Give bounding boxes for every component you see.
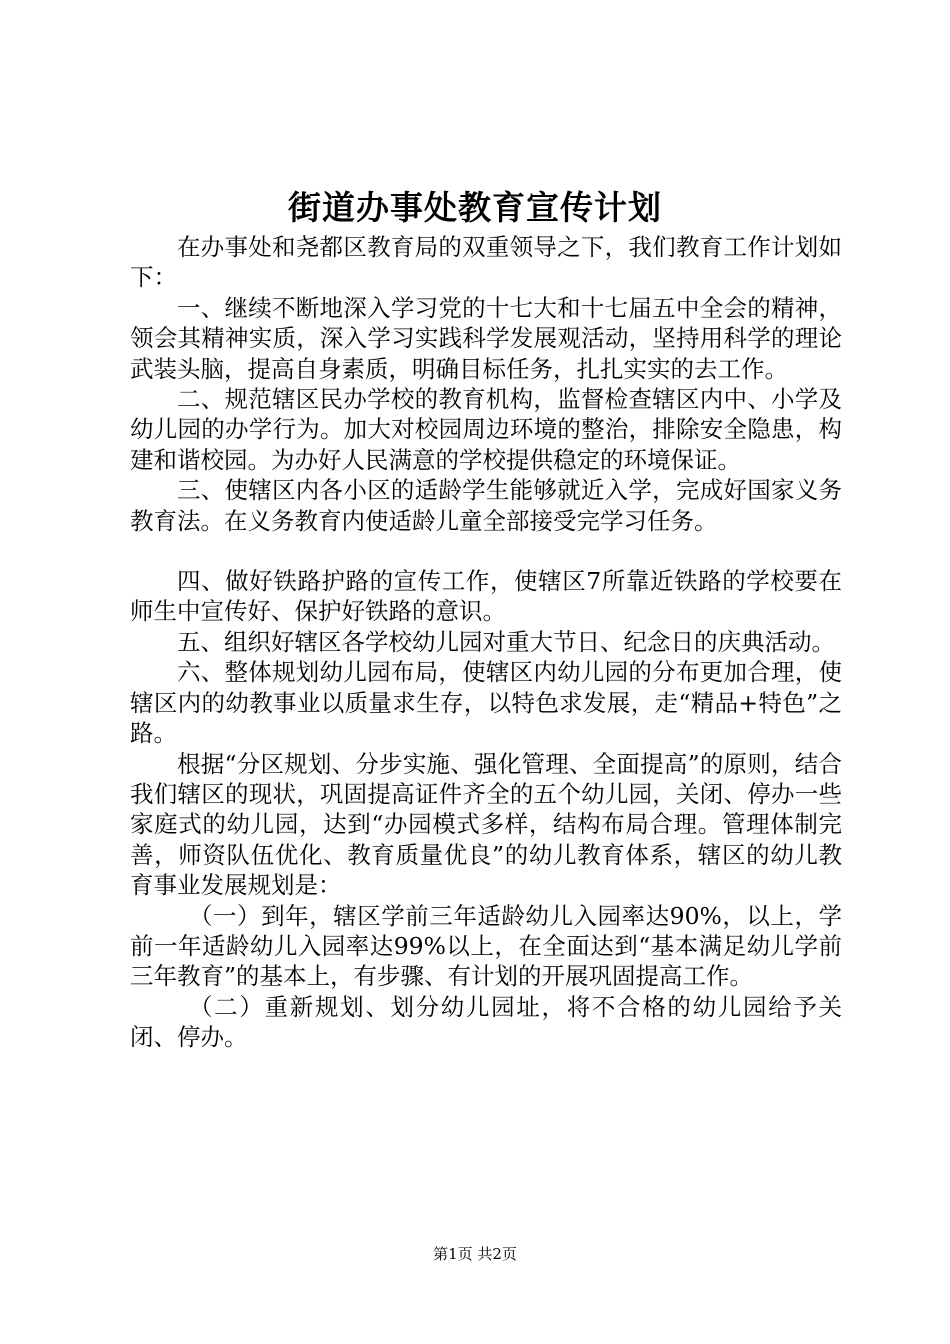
paragraph-item-1: 一、继续不断地深入学习党的十七大和十七届五中全会的精神，领会其精神实质，深入学习实践科学发展观活动，坚持用科学的理论武装头脑，提高自身素质，明确目标任务，扎扎实实的去工作。 bbox=[130, 293, 842, 383]
paragraph-item-2: 二、规范辖区民办学校的教育机构，监督检查辖区内中、小学及幼儿园的办学行为。加大对校园周边环境的整治，排除安全隐患，构建和谐校园。为办好人民满意的学校提供稳定的环境保证。 bbox=[130, 385, 842, 474]
document-body bbox=[130, 232, 842, 1053]
paragraph-item-3: 三、使辖区内各小区的适龄学生能够就近入学，完成好国家义务教育法。在义务教育内使适龄儿童全部接受完学习任务。 bbox=[130, 476, 842, 535]
paragraph-item-6: 六、整体规划幼儿园布局，使辖区内幼儿园的分布更加合理，使辖区内的幼教事业以质量求生存，以特色求发展，走“精品+特色”之路。 bbox=[130, 658, 842, 748]
paragraph-subitem-2: （二）重新规划、划分幼儿园址，将不合格的幼儿园给予关闭、停办。 bbox=[130, 992, 842, 1052]
paragraph-intro: 在办事处和尧都区教育局的双重领导之下，我们教育工作计划如下： bbox=[130, 233, 842, 292]
paragraph-plan-basis: 根据“分区规划、分步实施、强化管理、全面提高”的原则，结合我们辖区的现状，巩固提高证件齐全的五个幼儿园，关闭、停办一些家庭式的幼儿园，达到“办园模式多样，结构布局合理。管理体制完善，师资队伍优化、教育质量优良”的幼儿教育体系，辖区的幼儿教育事业发展规划是： bbox=[130, 749, 842, 900]
paragraph-item-5: 五、组织好辖区各学校幼儿园对重大节日、纪念日的庆典活动。 bbox=[177, 627, 835, 656]
paragraph-item-4: 四、做好铁路护路的宣传工作，使辖区7所靠近铁路的学校要在师生中宣传好、保护好铁路的意识。 bbox=[130, 567, 842, 626]
paragraph-subitem-1: （一）到年，辖区学前三年适龄幼儿入园率达90%，以上，学前一年适龄幼儿入园率达99%以上，在全面达到“基本满足幼儿学前三年教育”的基本上，有步骤、有计划的开展巩固提高工作。 bbox=[130, 901, 842, 991]
document-title: 街道办事处教育宣传计划 bbox=[288, 188, 662, 227]
page-number: 第1页 共2页 bbox=[433, 1245, 517, 1263]
